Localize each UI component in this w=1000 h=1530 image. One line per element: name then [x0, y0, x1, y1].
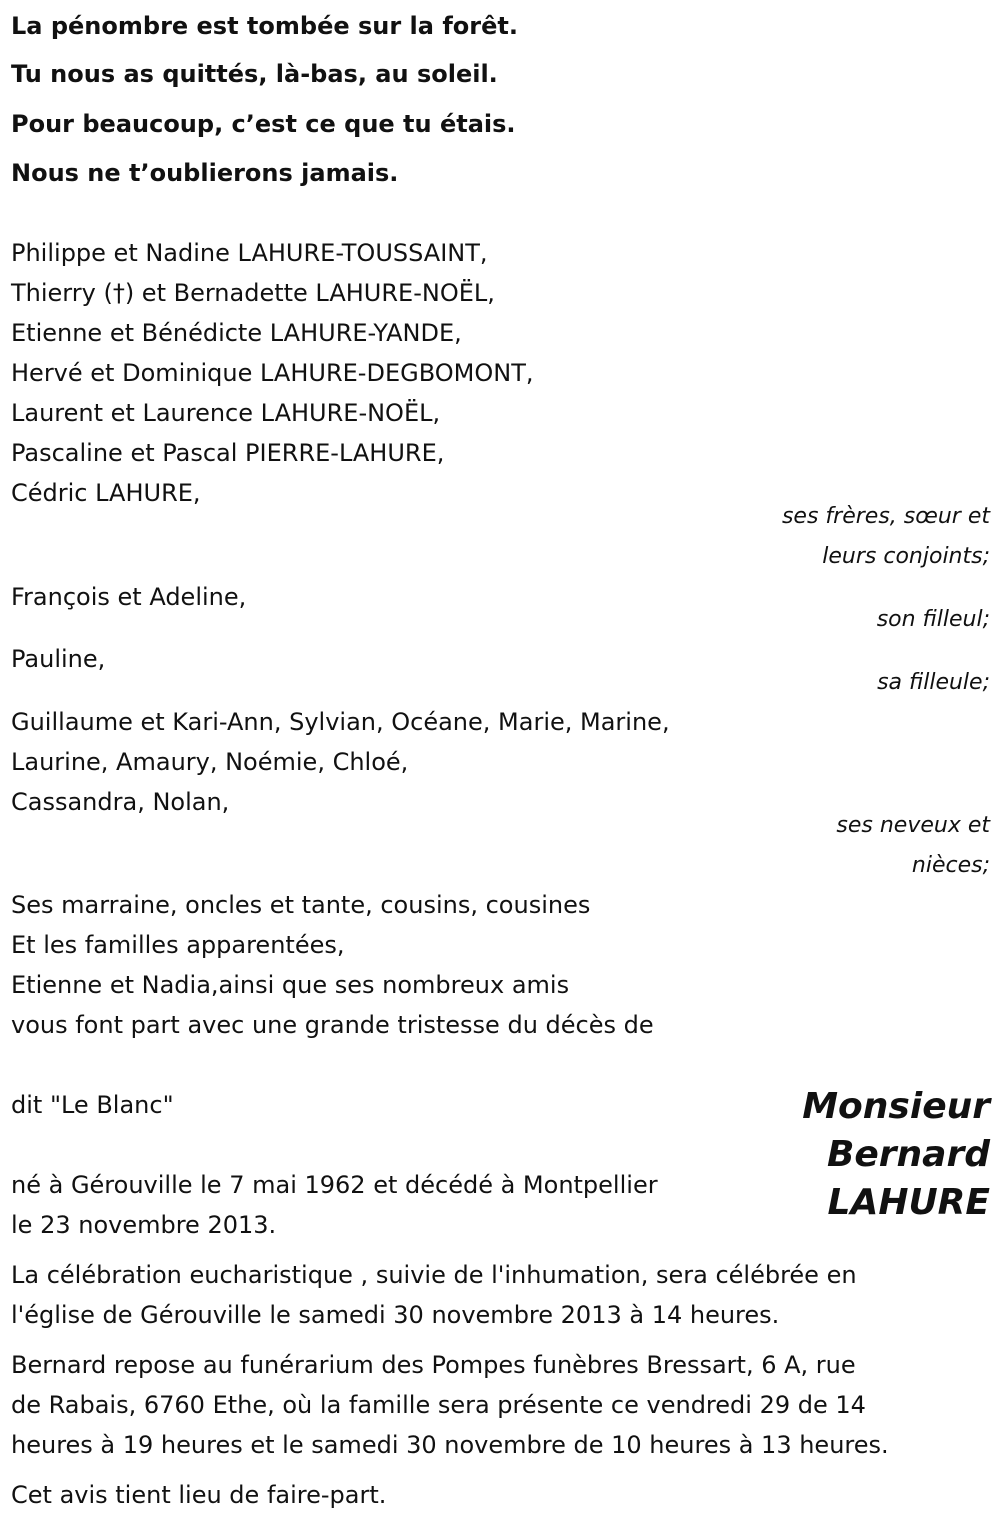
sibling-line: Etienne et Bénédicte LAHURE-YANDE,: [11, 319, 462, 347]
deceased-title: Monsieur: [802, 1086, 990, 1127]
nephew-line: Laurine, Amaury, Noémie, Chloé,: [11, 748, 409, 776]
funerarium-line: de Rabais, 6760 Ethe, où la famille sera présente ce vendredi 29 de 14: [11, 1391, 866, 1419]
sibling-line: Hervé et Dominique LAHURE-DEGBOMONT,: [11, 359, 534, 387]
others-line: Etienne et Nadia,ainsi que ses nombreux amis: [11, 971, 570, 999]
goddaughter-role: sa filleule;: [877, 670, 990, 695]
birth-line: né à Gérouville le 7 mai 1962 et décédé à Montpellier: [11, 1171, 658, 1199]
sibling-line: Pascaline et Pascal PIERRE-LAHURE,: [11, 439, 445, 467]
others-line: Et les familles apparentées,: [11, 931, 345, 959]
sibling-line: Philippe et Nadine LAHURE-TOUSSAINT,: [11, 239, 488, 267]
poem-line: Nous ne t’oublierons jamais.: [11, 159, 399, 187]
others-line: Ses marraine, oncles et tante, cousins, cousines: [11, 891, 591, 919]
closing-line: Cet avis tient lieu de faire-part.: [11, 1481, 387, 1509]
sibling-line: Thierry (†) et Bernadette LAHURE-NOËL,: [11, 279, 495, 307]
godson-role: son filleul;: [876, 607, 990, 632]
nephew-line: Guillaume et Kari-Ann, Sylvian, Océane, Marie, Marine,: [11, 708, 670, 736]
nephews-role: ses neveux et: [836, 813, 990, 838]
nephew-line: Cassandra, Nolan,: [11, 788, 230, 816]
birth-line: le 23 novembre 2013.: [11, 1211, 277, 1239]
goddaughter-line: Pauline,: [11, 645, 106, 673]
godson-line: François et Adeline,: [11, 583, 247, 611]
ceremony-line: l'église de Gérouville le samedi 30 novembre 2013 à 14 heures.: [11, 1301, 780, 1329]
funerarium-line: Bernard repose au funérarium des Pompes funèbres Bressart, 6 A, rue: [11, 1351, 856, 1379]
siblings-role: leurs conjoints;: [822, 544, 990, 569]
funerarium-line: heures à 19 heures et le samedi 30 novembre de 10 heures à 13 heures.: [11, 1431, 889, 1459]
poem-line: La pénombre est tombée sur la forêt.: [11, 12, 518, 40]
deceased-firstname: Bernard: [826, 1134, 990, 1175]
poem-line: Tu nous as quittés, là-bas, au soleil.: [11, 60, 498, 88]
deceased-lastname: LAHURE: [827, 1182, 990, 1223]
siblings-role: ses frères, sœur et: [781, 504, 990, 529]
ceremony-line: La célébration eucharistique , suivie de l'inhumation, sera célébrée en: [11, 1261, 857, 1289]
nickname: dit "Le Blanc": [11, 1091, 174, 1119]
sibling-line: Cédric LAHURE,: [11, 479, 201, 507]
poem-line: Pour beaucoup, c’est ce que tu étais.: [11, 110, 516, 138]
others-line: vous font part avec une grande tristesse du décès de: [11, 1011, 654, 1039]
sibling-line: Laurent et Laurence LAHURE-NOËL,: [11, 399, 441, 427]
nephews-role: nièces;: [911, 853, 990, 878]
